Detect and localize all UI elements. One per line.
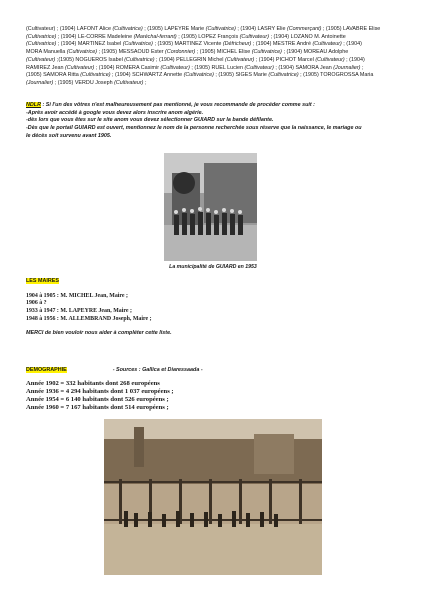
profession-text: (Cultivatrice) [183, 72, 214, 79]
profession-text: (Cultivateur) [160, 64, 190, 71]
inscrit-line [26, 57, 406, 65]
inscrit-text: ; (1905) SIGES Marie [213, 72, 269, 79]
inscrits-list [26, 26, 406, 88]
profession-text: (Cultivateur) [64, 64, 95, 71]
profession-text: (Cultivatrice) [251, 49, 282, 56]
profession-text: (Cultivatrice) [112, 26, 143, 32]
profession-text: (Cultivatrice) [124, 56, 155, 63]
maire-line: 1948 à 1956 : M. ALLEMBRAND Joseph, Maire ; [26, 315, 152, 322]
inscrit-text: ; [143, 79, 147, 86]
inscrit-text: ; (1905) MARTINEZ Vicente [152, 41, 223, 48]
inscrit-line [26, 34, 406, 42]
inscrit-text: ; (1904) LE-CORRE Madeleine [56, 33, 134, 40]
profession-text: (Cordonnier) [165, 49, 196, 56]
municipalite-photo-image [164, 153, 257, 261]
inscrit-text: ; (1904) MOREAU Adolphe [281, 49, 349, 56]
inscrit-text: ; (1904) MARTINEZ Isabel [56, 41, 123, 48]
inscrit-text: ; (1904) SCHWARTZ Annette [110, 72, 184, 79]
maires-heading: LES MAIRES [26, 278, 59, 284]
inscrit-text: ; (1904) LASRY Elie [235, 26, 287, 32]
profession-text: (Cultivateur) [224, 56, 255, 63]
profession-text: (Cultivateur) [315, 56, 345, 63]
ndlr-line: -dès lors que vous êtes sur le site anom vous devez sélectionner GUIARD sur la bande défilante. [26, 117, 274, 124]
inscrit-text: ; (1905) LAVABRE Elise [321, 26, 381, 32]
ndlr-line: -Dès que le portail GUIARD est ouvert, mentionnez le nom de la personne recherchée sous réserve que la naissance, le mariage ou [26, 125, 362, 132]
ndlr-block [26, 102, 406, 141]
municipalite-caption: La municipalité de GUIARD en 1953 [169, 264, 257, 270]
inscrit-text: ; (1904) LOZANO M. Antoinette [269, 33, 346, 40]
profession-text: (Cultivateur) [239, 33, 269, 40]
inscrit-line [26, 26, 406, 34]
maire-line: 1906 à ? [26, 300, 47, 307]
profession-text: (Journalier) [26, 79, 54, 86]
demographie-line: Année 1954 = 6 140 habitants dont 526 européens ; [26, 395, 169, 403]
inscrit-text: ; (1904) SAMORA Jean [273, 64, 334, 71]
maires-block [26, 278, 406, 337]
inscrit-text: RAMIREZ Jean [26, 64, 65, 71]
inscrit-text: ;(1905) NOGUEROS Isabel [55, 56, 125, 63]
inscrit-text: ; (1904) [341, 41, 362, 48]
inscrit-text: ; (1905) VERDU Joseph [53, 79, 115, 86]
inscrit-text: ; (1905) MESSAOUD Ester [97, 49, 166, 56]
inscrit-text: ; (1905) LAPEYRE Marie [142, 26, 206, 32]
merci-line: MERCI de bien vouloir nous aider à compléter cette liste. [26, 329, 172, 336]
inscrit-text: ; (1904) ROMERA Casimir [94, 64, 161, 71]
profession-text: (Journalier) [333, 64, 361, 71]
maire-line: 1933 à 1947 : M. LAPEYRE Jean, Maire ; [26, 308, 132, 315]
demographie-sources: - Sources : Gallica et Diaressaada - [112, 367, 203, 373]
inscrit-text: ; (1905) RUEL Lucien [189, 64, 245, 71]
inscrit-text: (1905) SAMORA Ritta [26, 72, 81, 79]
demographie-block [26, 367, 406, 412]
demographie-line: Année 1960 = 7 167 habitants dont 514 européens ; [26, 403, 169, 411]
inscrit-text: ; (1905) LOPEZ François [176, 33, 240, 40]
municipalite-photo [164, 153, 257, 261]
inscrit-text: ; (1904) [344, 56, 365, 63]
demographie-heading: DEMOGRAPHIE [26, 367, 67, 373]
inscrit-text: ; (1904) PELLEGRIN Michel [154, 56, 225, 63]
profession-text: (Cultivateur) [244, 64, 274, 71]
profession-text: (Cultivateur) [312, 41, 342, 48]
profession-text: (Maréchal-ferrant) [133, 33, 177, 40]
ndlr-line: le décès soit survenu avant 1905. [26, 132, 112, 139]
profession-text: (Cultivatrice) [122, 41, 153, 48]
profession-text: (Commerçant) [286, 26, 322, 32]
profession-text: (Défricheur) [222, 41, 252, 48]
inscrit-text: ; (1905) TOROGROSSA Maria [298, 72, 374, 79]
inscrit-text: (Cultivateur) ; (1904) LAFONT Alice [26, 26, 113, 32]
ndlr-label: NDLR [26, 102, 41, 108]
profession-text: (Cultivatrice) [26, 41, 57, 48]
profession-text: (Cultivatrice) [80, 72, 111, 79]
inscrit-text: ; (1904) PICHOT Marcel [254, 56, 316, 63]
profession-text: (Cultivateur) [26, 56, 56, 63]
inscrit-text: MORA Manuella [26, 49, 67, 56]
profession-text: (Cultivatrice) [66, 49, 98, 56]
village-postcard-photo [104, 419, 322, 575]
profession-text: (Cultivateur) [114, 79, 144, 86]
profession-text: (Cultivatrice) [26, 33, 57, 40]
inscrit-text: ; [360, 64, 364, 71]
inscrit-line [26, 49, 406, 57]
demographie-line: Année 1936 = 4 294 habitants dont 1 037 européens ; [26, 387, 174, 395]
ndlr-line: -Après avoir accédé à google vous devez alors inscrire anom algérie. [26, 109, 204, 116]
inscrit-text: ; (1905) MICHEL Elise [195, 49, 252, 56]
inscrit-line [26, 80, 406, 88]
ndlr-intro: : Si l'un des vôtres n'est malheureusement pas mentionné, je vous recommande de procéder comme suit : [40, 102, 315, 108]
profession-text: (Cultivatrice) [268, 72, 299, 79]
inscrit-line [26, 72, 406, 80]
maire-line: 1904 à 1905 : M. MICHEL Jean, Maire ; [26, 292, 128, 299]
village-postcard-image [104, 419, 322, 575]
inscrit-line [26, 65, 406, 73]
demographie-line: Année 1902 = 332 habitants dont 268 européens [26, 379, 160, 387]
profession-text: (Cultivatrice) [205, 26, 236, 32]
inscrit-line [26, 41, 406, 49]
inscrit-text: ; (1904) MESTRE André [251, 41, 313, 48]
